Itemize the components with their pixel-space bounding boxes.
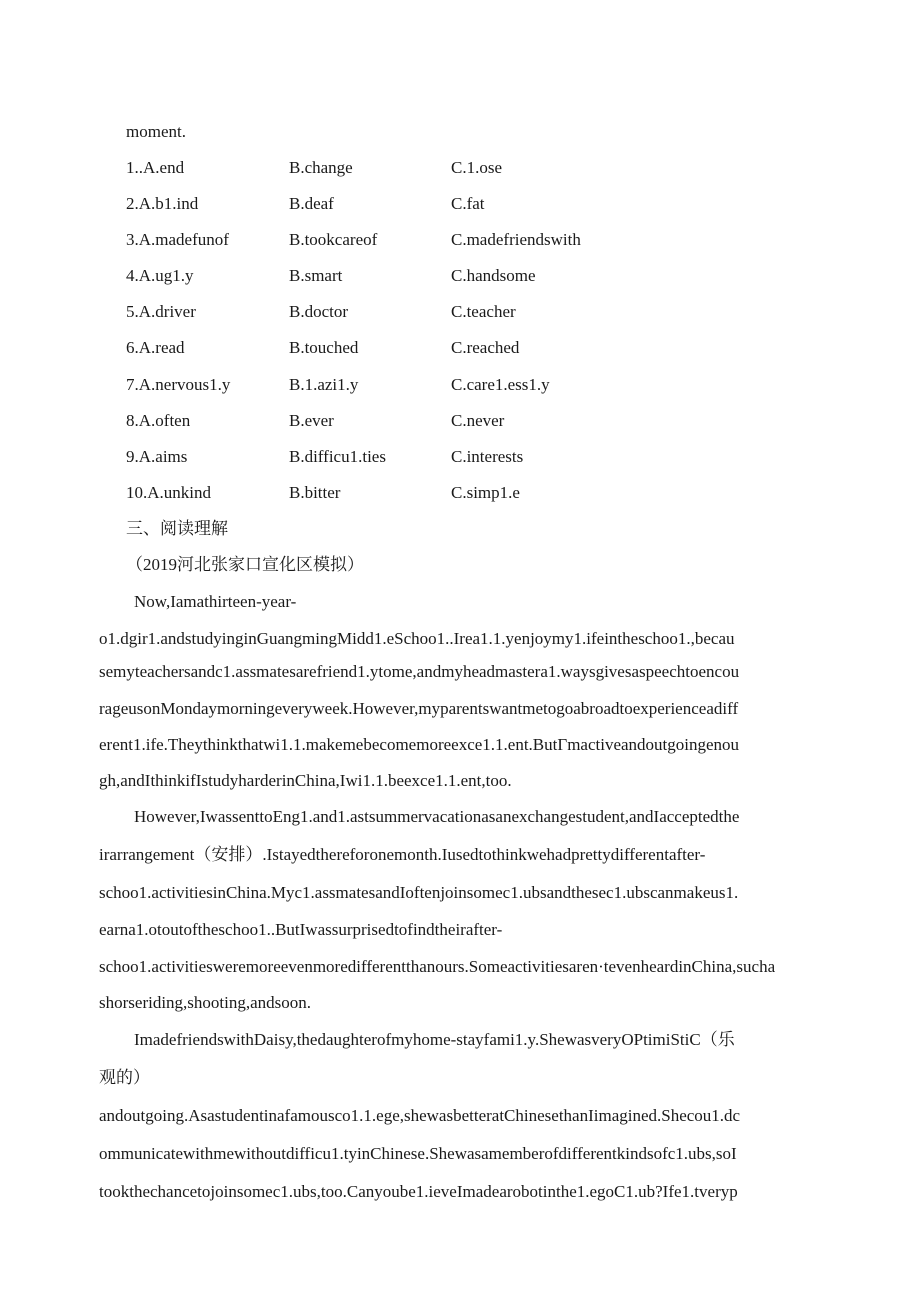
- intro-tail: moment.: [126, 122, 186, 141]
- option-b: B.difficu1.ties: [289, 447, 386, 466]
- paragraph-line: semyteachersandc1.assmatesarefriend1.ytome,andmyheadmastera1.waysgivesaspeechtoencou: [99, 662, 740, 681]
- option-c: C.teacher: [451, 302, 516, 321]
- option-a: 8.A.often: [126, 411, 191, 430]
- option-c: C.interests: [451, 447, 524, 466]
- paragraph-line: irarrangement（安排）.Istayedthereforonemonth.Iusedtothinkwehadprettydifferentafter-: [99, 845, 706, 864]
- option-a: 1..A.end: [126, 158, 185, 177]
- paragraph-line: andoutgoing.Asastudentinafamousco1.1.ege,shewasbetteratChinesethanIimagined.Shecou1.dc: [99, 1106, 741, 1125]
- option-a: 7.A.nervous1.y: [126, 375, 231, 394]
- option-b: B.ever: [289, 411, 334, 430]
- option-c: C.care1.ess1.y: [451, 375, 550, 394]
- option-row: [0, 265, 920, 287]
- paragraph-line: earna1.otoutoftheschoo1..ButIwassurprisedtofindtheirafter-: [99, 920, 503, 939]
- paragraph-line: shorseriding,shooting,andsoon.: [99, 993, 312, 1012]
- option-c: C.never: [451, 411, 505, 430]
- option-c: C.madefriendswith: [451, 230, 581, 249]
- option-c: C.fat: [451, 194, 485, 213]
- paragraph-line: However,IwassenttoEng1.and1.astsummervacationasanexchangestudent,andIacceptedthe: [134, 807, 740, 826]
- option-row: [0, 410, 920, 432]
- option-b: B.change: [289, 158, 353, 177]
- paragraph-line: ommunicatewithmewithoutdifficu1.tyinChinese.Shewasamemberofdifferentkindsofc1.ubs,soI: [99, 1144, 737, 1163]
- paragraph-line: 观的）: [99, 1068, 150, 1087]
- option-row: [0, 301, 920, 323]
- option-a: 2.A.b1.ind: [126, 194, 199, 213]
- option-a: 4.A.ug1.y: [126, 266, 194, 285]
- option-row: [0, 229, 920, 251]
- option-row: [0, 337, 920, 359]
- section-title: 三、阅读理解: [126, 519, 228, 538]
- paragraph-line: erent1.ife.Theythinkthatwi1.1.makemebecomemoreexce1.1.ent.ButΓmactiveandoutgoingenou: [99, 735, 740, 754]
- option-a: 9.A.aims: [126, 447, 188, 466]
- option-row: [0, 446, 920, 468]
- option-c: C.handsome: [451, 266, 536, 285]
- option-row: [0, 374, 920, 396]
- option-b: B.touched: [289, 338, 359, 357]
- option-c: C.reached: [451, 338, 520, 357]
- paragraph-line: gh,andIthinkifIstudyharderinChina,Iwi1.1.beexce1.1.ent,too.: [99, 771, 512, 790]
- paragraph-line: Now,Iamathirteen-year-: [134, 592, 297, 611]
- option-b: B.bitter: [289, 483, 341, 502]
- paragraph-line: schoo1.activitiesinChina.Myc1.assmatesandIoftenjoinsomec1.ubsandthesec1.ubscanmakeus1.: [99, 883, 739, 902]
- option-b: B.1.azi1.y: [289, 375, 359, 394]
- option-row: [0, 193, 920, 215]
- paragraph-line: ImadefriendswithDaisy,thedaughterofmyhome-stayfami1.y.ShewasveryOPtimiStiC（乐: [134, 1030, 735, 1049]
- option-a: 10.A.unkind: [126, 483, 211, 502]
- option-c: C.1.ose: [451, 158, 502, 177]
- paragraph-line: schoo1.activitiesweremoreevenmoredifferentthanours.Someactivitiesaren·tevenheardinChina,sucha: [99, 957, 776, 976]
- option-a: 5.A.driver: [126, 302, 196, 321]
- option-b: B.deaf: [289, 194, 334, 213]
- paragraph-line: rageusonMondaymorningeveryweek.However,myparentswantmetogoabroadtoexperienceadiff: [99, 699, 739, 718]
- paragraph-line: o1.dgir1.andstudyinginGuangmingMidd1.eSchoo1..Irea1.1.yenjoymy1.ifeintheschoo1.,becau: [99, 629, 735, 648]
- option-b: B.smart: [289, 266, 343, 285]
- option-b: B.tookcareof: [289, 230, 378, 249]
- option-b: B.doctor: [289, 302, 349, 321]
- option-row: [0, 157, 920, 179]
- option-row: [0, 482, 920, 504]
- option-c: C.simp1.e: [451, 483, 520, 502]
- source-note: （2019河北张家口宣化区模拟）: [126, 555, 364, 574]
- paragraph-line: tookthechancetojoinsomec1.ubs,too.Canyoube1.ieveImadearobotinthe1.egoC1.ub?Ife1.tveryp: [99, 1182, 738, 1201]
- option-a: 6.A.read: [126, 338, 185, 357]
- option-a: 3.A.madefunof: [126, 230, 229, 249]
